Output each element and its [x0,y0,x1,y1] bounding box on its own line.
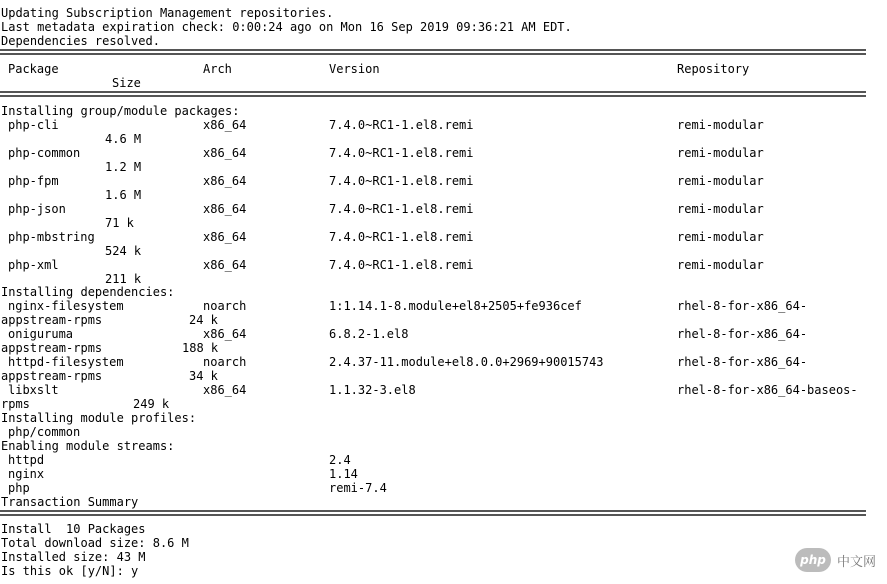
dependency-name: httpd-filesystem [8,355,124,369]
summary-installed-size: Installed size: 43 M [1,550,146,564]
dependency-version: 1:1.14.1-8.module+el8+2505+fe936cef [329,299,582,313]
section-title-module-streams: Enabling module streams: [1,439,175,453]
module-stream-version: 2.4 [329,453,351,467]
summary-download-size: Total download size: 8.6 M [1,536,189,550]
package-name: php-json [8,202,66,216]
dependency-size: 34 k [189,369,218,383]
package-arch: x86_64 [203,230,247,244]
status-line-updating: Updating Subscription Management repositories. [1,6,334,20]
section-title-module-profiles: Installing module profiles: [1,411,197,425]
package-size: 1.2 M [105,160,142,174]
column-header-repository: Repository [677,62,750,76]
dependency-repository-cont: rpms [1,397,30,411]
package-name: php-cli [8,118,59,132]
dependency-repository-cont: appstream-rpms [1,369,103,383]
confirm-prompt[interactable]: Is this ok [y/N]: y [1,564,139,578]
column-header-arch: Arch [203,62,232,76]
package-version: 7.4.0~RC1-1.el8.remi [329,146,474,160]
dependency-repository: rhel-8-for-x86_64- [677,355,808,369]
package-name: php-mbstring [8,230,95,244]
package-size: 1.6 M [105,188,142,202]
php-logo-icon: php [795,548,831,572]
package-size: 524 k [105,244,142,258]
dependency-arch: x86_64 [203,383,247,397]
package-name: php-xml [8,258,59,272]
section-title-transaction-summary: Transaction Summary [1,495,139,509]
package-repository: remi-modular [677,146,764,160]
package-repository: remi-modular [677,258,764,272]
module-stream-name: php [8,481,30,495]
package-arch: x86_64 [203,174,247,188]
package-version: 7.4.0~RC1-1.el8.remi [329,174,474,188]
package-name: php-common [8,146,81,160]
column-header-version: Version [329,62,380,76]
dependency-repository: rhel-8-for-x86_64- [677,299,808,313]
dependency-repository: rhel-8-for-x86_64- [677,327,808,341]
section-title-group-packages: Installing group/module packages: [1,104,240,118]
dependency-size: 188 k [182,341,219,355]
dependency-arch: x86_64 [203,327,247,341]
profile-item: php/common [8,425,81,439]
dependency-version: 2.4.37-11.module+el8.0.0+2969+90015743 [329,355,604,369]
separator-top [0,49,866,55]
package-version: 7.4.0~RC1-1.el8.remi [329,230,474,244]
module-stream-name: httpd [8,453,45,467]
section-title-dependencies: Installing dependencies: [1,285,175,299]
dependency-name: libxslt [8,383,59,397]
dependency-name: oniguruma [8,327,74,341]
dependency-repository-cont: appstream-rpms [1,313,103,327]
package-version: 7.4.0~RC1-1.el8.remi [329,258,474,272]
dependency-size: 24 k [189,313,218,327]
separator-summary [0,510,866,516]
module-stream-name: nginx [8,467,45,481]
dependency-version: 6.8.2-1.el8 [329,327,409,341]
dependency-size: 249 k [133,397,170,411]
dependency-arch: noarch [203,299,247,313]
status-line-resolved: Dependencies resolved. [1,34,160,48]
package-repository: remi-modular [677,230,764,244]
module-stream-version: remi-7.4 [329,481,387,495]
package-version: 7.4.0~RC1-1.el8.remi [329,118,474,132]
package-size: 211 k [105,272,142,286]
package-repository: remi-modular [677,118,764,132]
package-size: 71 k [105,216,134,230]
package-arch: x86_64 [203,146,247,160]
package-name: php-fpm [8,174,59,188]
column-header-package: Package [8,62,59,76]
dependency-repository-cont: appstream-rpms [1,341,103,355]
separator-header [0,91,866,97]
package-arch: x86_64 [203,118,247,132]
module-stream-version: 1.14 [329,467,358,481]
summary-install-count: Install 10 Packages [1,522,146,536]
package-repository: remi-modular [677,202,764,216]
status-line-metadata: Last metadata expiration check: 0:00:24 ago on Mon 16 Sep 2019 09:36:21 AM EDT. [1,20,572,34]
dependency-arch: noarch [203,355,247,369]
package-arch: x86_64 [203,258,247,272]
package-arch: x86_64 [203,202,247,216]
site-watermark [795,544,879,576]
package-repository: remi-modular [677,174,764,188]
dependency-version: 1.1.32-3.el8 [329,383,416,397]
dependency-name: nginx-filesystem [8,299,124,313]
dependency-repository: rhel-8-for-x86_64-baseos- [677,383,858,397]
package-version: 7.4.0~RC1-1.el8.remi [329,202,474,216]
column-header-size: Size [112,76,141,90]
watermark-text: 中文网 [837,554,877,570]
package-size: 4.6 M [105,132,142,146]
